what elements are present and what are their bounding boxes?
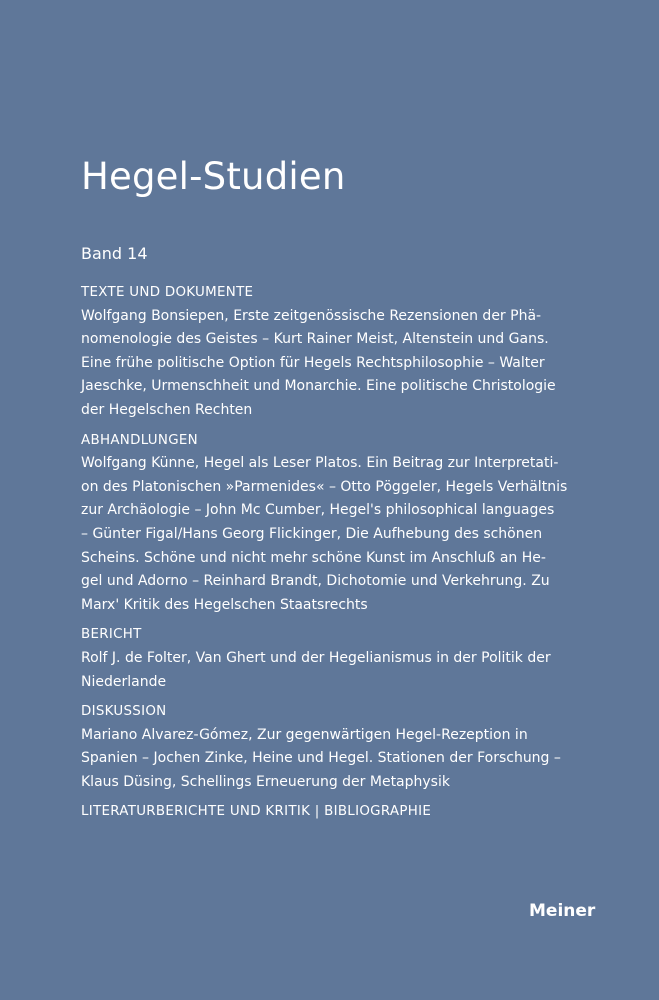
section-text-line: Eine frühe politische Option für Hegels Rechtsphilosophie – Walter	[81, 354, 545, 371]
section-text-line: gel und Adorno – Reinhard Brandt, Dichotomie und Verkehrung. Zu	[81, 573, 550, 590]
section-text-line: Marx' Kritik des Hegelschen Staatsrechts	[81, 596, 368, 613]
section-bericht	[81, 623, 581, 694]
section-text-line: Jaeschke, Urmenschheit und Monarchie. Eine politische Christologie	[81, 378, 556, 395]
section-text-line: Rolf J. de Folter, Van Ghert und der Hegelianismus in der Politik der	[81, 649, 551, 666]
section-heading: DISKUSSION	[81, 704, 167, 720]
section-text-line: Spanien – Jochen Zinke, Heine und Hegel. Stationen der Forschung –	[81, 750, 561, 767]
section-text-line: nomenologie des Geistes – Kurt Rainer Meist, Altenstein und Gans.	[81, 331, 549, 348]
section-text-line: Wolfgang Bonsiepen, Erste zeitgenössische Rezensionen der Phä-	[81, 307, 542, 324]
section-diskussion	[81, 700, 581, 794]
section-text-line: on des Platonischen »Parmenides« – Otto Pöggeler, Hegels Verhältnis	[81, 478, 568, 495]
section-text-line: – Günter Figal/Hans Georg Flickinger, Die Aufhebung des schönen	[81, 525, 543, 542]
section-heading: TEXTE UND DOKUMENTE	[81, 285, 254, 300]
section-text-line: Niederlande	[81, 673, 167, 690]
table-of-contents	[81, 281, 581, 824]
section-heading: ABHANDLUNGEN	[81, 432, 198, 448]
publisher-logo: Meiner	[529, 901, 596, 921]
section-text-line: zur Archäologie – John Mc Cumber, Hegel's philosophical languages	[81, 502, 555, 519]
section-abhandlungen	[81, 429, 581, 618]
section-texte-und-dokumente	[81, 281, 581, 423]
section-text-line: Mariano Alvarez-Gómez, Zur gegenwärtigen Hegel-Rezeption in	[81, 726, 528, 743]
footer-sections-line: LITERATURBERICHTE UND KRITIK | BIBLIOGRAPHIE	[81, 804, 432, 820]
volume-label: Band 14	[81, 244, 148, 263]
section-text-line: Wolfgang Künne, Hegel als Leser Platos. Ein Beitrag zur Interpretati-	[81, 455, 559, 472]
section-text-line: der Hegelschen Rechten	[81, 401, 253, 418]
cover-title: Hegel-Studien	[81, 155, 346, 198]
section-heading: BERICHT	[81, 627, 142, 643]
section-text-line: Klaus Düsing, Schellings Erneuerung der Metaphysik	[81, 773, 450, 790]
section-text-line: Scheins. Schöne und nicht mehr schöne Kunst im Anschluß an He-	[81, 549, 546, 566]
